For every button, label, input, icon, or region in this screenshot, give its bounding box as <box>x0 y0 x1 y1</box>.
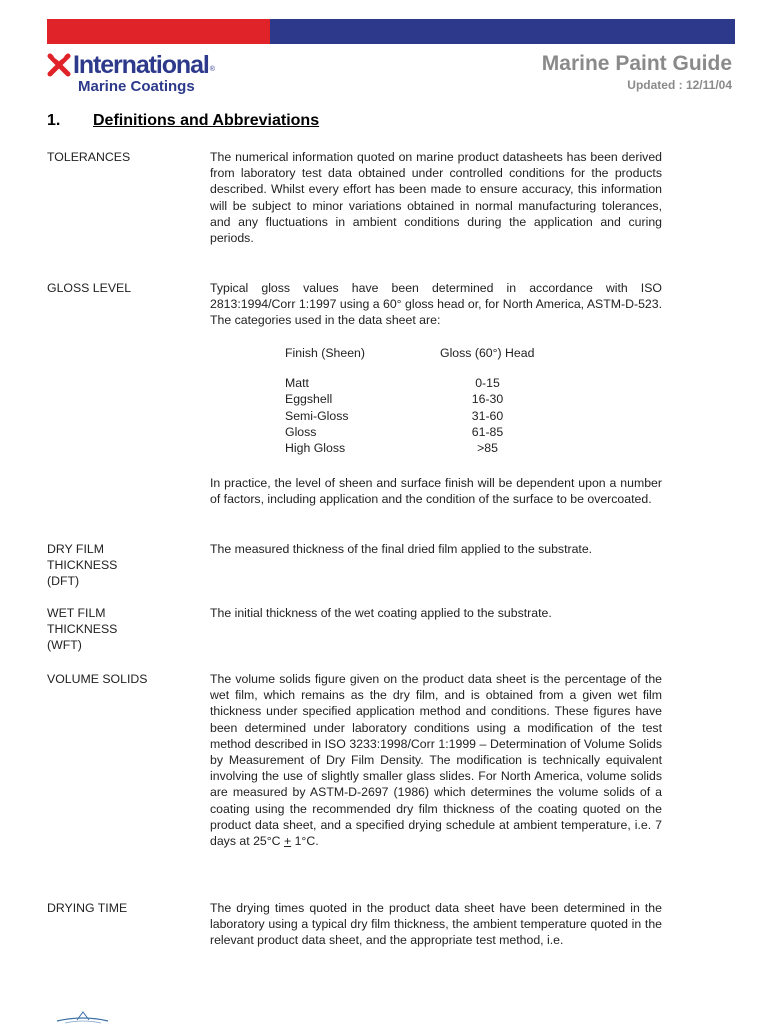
term-dft-line: THICKNESS <box>47 558 118 573</box>
brand-logo <box>47 50 215 95</box>
section-number: 1. <box>47 112 61 129</box>
def-dft: The measured thickness of the final dried film applied to the substrate. <box>210 542 593 556</box>
table-row <box>285 375 585 391</box>
term-dft <box>47 541 197 590</box>
gloss-cell: 31-60 <box>471 408 504 423</box>
term-tolerances: TOLERANCES <box>47 150 131 164</box>
header-finish: Finish (Sheen) <box>285 346 365 360</box>
footer-ship-logo-icon <box>55 1010 110 1024</box>
header-bar-red <box>47 19 270 44</box>
def-tolerances: The numerical information quoted on marine product datasheets has been derived from laboratory test data obtained under controlled conditions for the products described. Whilst every effort has been made to ensure accuracy, this information will be subject to minor variations obtained in normal manufacturing tolerances, and any fluctuations in ambient conditions during the application and curing periods. <box>210 150 662 246</box>
header-bar-blue <box>270 19 735 44</box>
updated-date: Updated : 12/11/04 <box>627 78 732 92</box>
term-wft-line: (WFT) <box>47 638 82 653</box>
term-volume-solids: VOLUME SOLIDS <box>47 672 148 686</box>
table-row <box>285 408 585 424</box>
def-volume-solids-end: 1°C. <box>291 834 319 849</box>
brand-name: International <box>73 51 209 79</box>
def-volume-solids <box>210 671 662 849</box>
gloss-cell: >85 <box>477 441 498 456</box>
gloss-cell: 0-15 <box>475 376 500 391</box>
term-wft-line: WET FILM <box>47 606 106 620</box>
gloss-table <box>285 345 585 456</box>
term-dft-line: (DFT) <box>47 574 80 589</box>
table-row <box>285 424 585 440</box>
gloss-table-header <box>285 345 585 361</box>
term-wft-line: THICKNESS <box>47 622 118 637</box>
table-row <box>285 391 585 407</box>
def-gloss-level: Typical gloss values have been determined in accordance with ISO 2813:1994/Corr 1:1997 using a 60° gloss head or, for North America, ASTM-D-523. The categories used in the data sheet are: <box>210 281 662 328</box>
table-row <box>285 440 585 456</box>
section-title: Definitions and Abbreviations <box>93 112 320 129</box>
finish-cell: Eggshell <box>285 392 333 407</box>
gloss-cell: 16-30 <box>471 392 504 407</box>
term-dft-line: DRY FILM <box>47 542 104 556</box>
guide-title: Marine Paint Guide <box>541 52 732 75</box>
def-drying-time: The drying times quoted in the product data sheet have been determined in the laboratory using a typical dry film thickness, the ambient temperature quoted in the relevant product data sheet, and the appropriate test method, i.e. <box>210 901 662 948</box>
plus-minus-sign: + <box>283 834 292 849</box>
finish-cell: Semi-Gloss <box>285 408 349 423</box>
header-gloss: Gloss (60°) Head <box>440 346 535 360</box>
brand-subtitle: Marine Coatings <box>78 78 195 95</box>
registered-mark: ® <box>209 66 215 73</box>
term-gloss-level: GLOSS LEVEL <box>47 281 132 295</box>
term-drying-time: DRYING TIME <box>47 901 128 915</box>
def-volume-solids-text: The volume solids figure given on the product data sheet is the percentage of the wet film, which remains as the dry film, and is obtained from a given wet film thickness under specified application method and conditions. These figures have been determined under laboratory conditions using a modification of the test method described in ISO 3233:1998/Corr 1:1999 – Determination of Volume Solids by Measurement of Dry Film Density. The modification is technically equivalent involving the use of slightly smaller glass slides. For North America, volume solids are measured by ASTM-D-2697 (1986) which determines the volume solids of a coating using the recommended dry film thickness of the coating quoted on the product data sheet, and a specified drying schedule at ambient temperature, i.e. 7 days at 25°C <box>210 672 662 849</box>
finish-cell: Gloss <box>285 424 317 439</box>
term-wft <box>47 605 197 654</box>
finish-cell: Matt <box>285 376 309 391</box>
cross-logo-icon <box>47 53 71 77</box>
def-wft: The initial thickness of the wet coating applied to the substrate. <box>210 606 552 620</box>
finish-cell: High Gloss <box>285 441 346 456</box>
def-gloss-note: In practice, the level of sheen and surface finish will be dependent upon a number of factors, including application and the condition of the surface to be overcoated. <box>210 476 662 507</box>
gloss-cell: 61-85 <box>471 424 504 439</box>
